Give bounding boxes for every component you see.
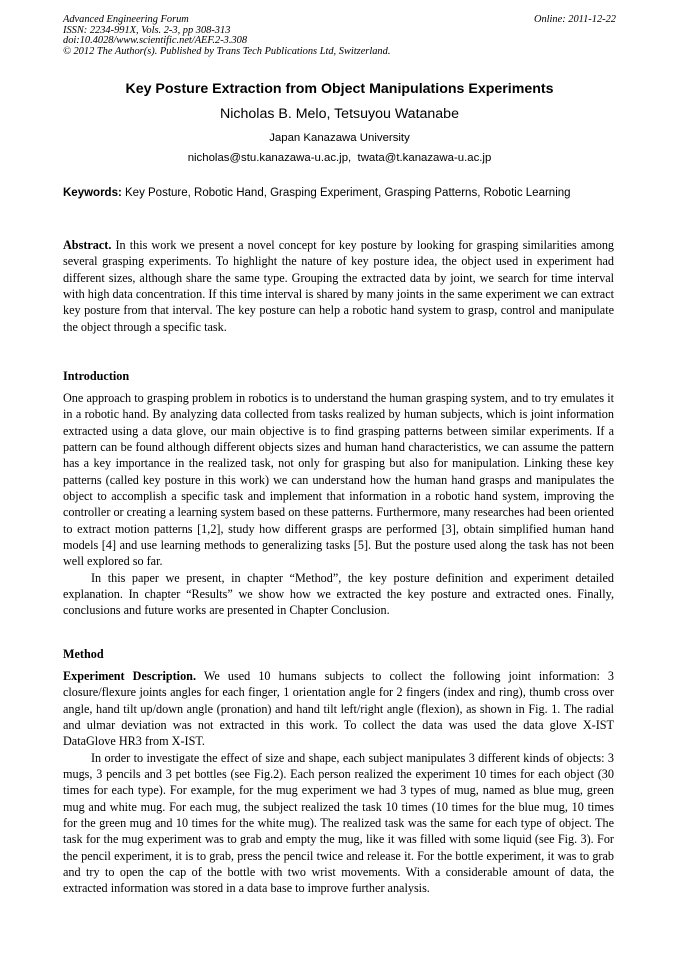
online-date: Online: 2011-12-22 xyxy=(533,14,616,25)
abstract-label: Abstract. xyxy=(63,238,112,252)
keywords-text: Key Posture, Robotic Hand, Grasping Experiment, Grasping Patterns, Robotic Learning xyxy=(125,187,571,199)
method-body xyxy=(63,668,614,897)
doi-line: doi:10.4028/www.scientific.net/AEF.2-3.308 xyxy=(63,35,248,47)
journal-name: Advanced Engineering Forum xyxy=(63,14,189,25)
issn-line: ISSN: 2234-991X, Vols. 2-3, pp 308-313 xyxy=(63,24,231,36)
introduction-body xyxy=(63,390,614,619)
introduction-paragraph-2: In this paper we present, in chapter “Method”, the key posture definition and experiment detailed explanation. In chapter “Results” we show how we extracted the key posture and extracted ones. Finally, conclusions and future works are presented in Chapter Conclusion. xyxy=(63,570,614,618)
author-emails: nicholas@stu.kanazawa-u.ac.jp, twata@t.kanazawa-u.ac.jp xyxy=(187,152,492,164)
method-paragraph-2: In order to investigate the effect of size and shape, each subject manipulates 3 different kinds of objects: 3 mugs, 3 pencils and 3 pet bottles (see Fig.2). Each person realized the experiment 10 times for each object (30 times for each type). For example, for the mug experiment we had 3 types of mug, named as blue mug, green mug and white mug. For each mug, the subject realized the task 10 times (10 times for the blue mug, 10 times for the green mug and 10 times for the white mug). The realized task was the same for each type of object. The task for the mug experiment was to grab and empty the mug, like it was filled with some liquid (see Fig. 3). For the pencil experiment, it is to grab, press the pencil twice and release it. For the bottle experiment, it was to grab and try to open the cap of the bottle with two wrist movements. With a considerable amount of data, the extracted information was stored in a data base to improve further analysis. xyxy=(63,750,614,896)
running-header xyxy=(63,15,616,57)
author-list: Nicholas B. Melo, Tetsuyou Watanabe xyxy=(220,106,459,122)
introduction-heading: Introduction xyxy=(63,369,130,383)
affiliation: Japan Kanazawa University xyxy=(269,132,410,144)
abstract-text: In this work we present a novel concept for key posture by looking for grasping similarities among several grasping experiments. To highlight the nature of key posture idea, the object used in experiment had different sizes, although share the same type. Grouping the extracted data by joint, we search for time interval with high data concentration. If this time interval is shared by many joints in the same experiment we can extract key posture from that interval. The key posture can help a robotic hand system to grasp, control and manipulate the object through a specific task. xyxy=(63,238,615,334)
paper-title: Key Posture Extraction from Object Manipulations Experiments xyxy=(125,81,554,97)
experiment-description-text: We used 10 humans subjects to collect the following joint information: 3 closure/flexure joints angles for each finger, 1 orientation angle for 2 fingers (index and ring), thumb cross over angle, hand tilt up/down angle (pronation) and hand tilt left/right angle (flexion), as shown in Fig. 1. The radial and ulmar deviation was not extracted in this work. To collect the data was used the data glove X-IST DataGlove HR3 from X-IST. xyxy=(63,669,615,749)
introduction-paragraph-1: One approach to grasping problem in robotics is to understand the human grasping system, and to try emulates it in a robotic hand. By analyzing data collected from tasks realized by human subjects, which is joint information extracted using a data glove, our main objective is to find grasping patterns between similar experiments. If a pattern can be found although different objects sizes and human hand characteristics, we can assume the pattern has a key importance in the realized task, not only for grasping but also for manipulation. Linking these key patterns (called key posture in this work) we can understand how the human hand grasps and manipulates the object to accomplish a specific task and implement that information in a robotic hand system, improving the controller or creating a learning system based on these patterns. Furthermore, many researches had been oriented to extract motion patterns [1,2], study how different grasps are performed [3], obtain simplified human hand models [4] and use learning methods to generalizing tasks [5]. But the posture used along the task has not been well explored so far. xyxy=(63,391,614,569)
copyright-line: © 2012 The Author(s). Published by Trans Tech Publications Ltd, Switzerland. xyxy=(63,45,391,57)
keywords-section xyxy=(63,186,614,201)
abstract-section xyxy=(63,237,614,335)
method-heading: Method xyxy=(63,647,104,661)
keywords-label: Keywords: xyxy=(63,187,122,199)
method-paragraph-1 xyxy=(63,668,614,750)
experiment-description-label: Experiment Description. xyxy=(63,669,196,683)
